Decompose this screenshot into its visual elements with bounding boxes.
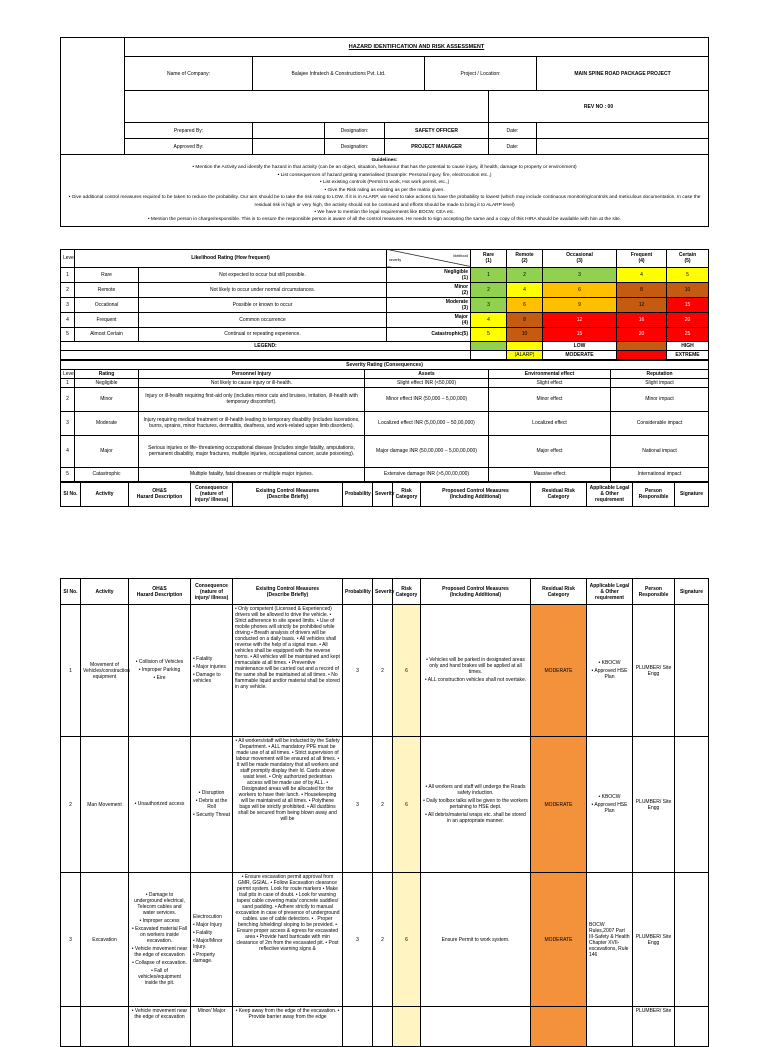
table-row: 2 Man Movement • Unauthorized access • Disruption • Debris at the Roll • Security Threat • All workers/staff will be inducted by the Safety Department. • ALL mandatory PPE must be made use of at all times. • Strict supervision of labour movement will be ensured at all times. • It will be made mandatory that all workers and staff promptly display their Id. Cards above waist level. • Only authorized pedestrian access will be made use of by ALL. • Designated areas will be allocated for the workers to have their lunch. • Housekeeping will be maintained at all times. • Polythene bags will be strictly prohibited. • All dustbins shall be secured from being blown away and will be 3 2 6 • All workers and staff will undergo the Roads safety induction. • Daily toolbox talks will be given to the workers pertaining to HSE dept. • All debris/material wraps etc. shall be stored in an appropriate manner. MODERATE • KBOCW • Approved HSE Plan PLUMBER/ Site Engg	[61, 737, 709, 873]
severity-row: 1 Negligible Not likely to cause injury or ill-health. Slight effect INR (<50,000) Slight effect Slight impact	[61, 378, 709, 387]
logo-area	[61, 38, 125, 155]
matrix-corner: likelihood severity	[387, 249, 471, 267]
table-row: 1 Movement of Vehicles/construction equipment • Collision of Vehicles • Improper Parking • Eire • Fatality • Major injuries • Damage to vehicles • Only competent (Licensed & Experienced) drivers will be allowed to drive the vehicle. • Strict adherence to site speed limits. • Use of mobile phones will strictly be prohibited while driving • Breath analysis of drivers will be conducted on a daily basis. • All vehicles shall reverse with the help of a signal man. • All vehicles shall be equipped with the reverse horns. • All vehicles will be maintained and kept immaculate at all times. • Preventive maintenance will be carried out and a record of the same shall be maintained at all times. • No flammable liquid and/or material shall be stored in any vehicle. 3 2 6 • Vehicles will be parked in designated areas only and hand brakes will be applied at all times. • ALL construction vehicles shall not overtake. MODERATE • KBOCW • Approved HSE Plan PLUMBER/ Site Engg	[61, 605, 709, 737]
guideline-line: • List existing controls (Permit to work, Hot work permit, etc.,)	[319, 180, 450, 186]
legend-alarp: (ALARP)	[507, 350, 543, 359]
legend-extreme: EXTREME	[667, 350, 709, 359]
guidelines-title: Guidelines:	[371, 158, 398, 163]
matrix-row: 5 Almost Certain Continual or repeating experience. Catastrophic(5) 5 10 15 20 25	[61, 327, 709, 341]
hira-page-1	[60, 37, 708, 507]
likelihood-column: Occasional (3)	[543, 249, 617, 267]
severity-row: 2 Minor Injury or ill-health requiring first-aid only (includes minor cuts and bruises, irritation, ill-health with temporary discomfort). Minor effect INR (50,000 – 5,00,000) Minor effect Minor impact	[61, 387, 709, 411]
severity-title: Severity Rating (Consequences)	[61, 360, 709, 369]
likelihood-column: Remote (2)	[507, 249, 543, 267]
legend-low: LOW	[543, 341, 617, 350]
likelihood-matrix	[60, 249, 709, 360]
residual-risk-badge: MODERATE	[531, 605, 587, 737]
level-header: Level	[61, 249, 75, 267]
project-label: Project / Location:	[425, 57, 537, 91]
register-header-page1: Sl No. Activity OH&S Hazard Description Consequence (nature of injury/ illness) Exisitng Control Measures (Describe Briefly) Probability Severity Risk Category Proposed Control Measures (Including Additional) Residual Risk Category Applicable Legal & Other requirement Person Responsible Signature	[60, 482, 709, 507]
likelihood-column: Certain (5)	[667, 249, 709, 267]
risk-register: Sl No. Activity OH&S Hazard Description Consequence (nature of injury/ illness) Exisitng Control Measures (Describe Briefly) Probability Severity Risk Category Proposed Control Measures (Including Additional) Residual Risk Category Applicable Legal & Other requirement Person Responsible Signature 1 Movement of Vehicles/construction equipment • Collision of Vehicles • Improper Parking • Eire • Fatality • Major injuries • Damage to vehicles • Only competent (Licensed & Experienced) drivers will be allowed to drive the vehicle. • Strict adherence to site speed limits. • Use of mobile phones will strictly be prohibited while driving • Breath analysis of drivers will be conducted on a daily basis. • All vehicles shall reverse with the help of a signal man. • All vehicles shall be equipped with the reverse horns. • All vehicles will be maintained and kept immaculate at all times. • Preventive maintenance will be carried out and a record of the same shall be maintained at all times. • No flammable liquid and/or material shall be stored in any vehicle. 3 2 6 • Vehicles will be parked in designated areas only and hand brakes will be applied at all times. • ALL construction vehicles shall not overtake. MODERATE • KBOCW • Approved HSE Plan PLUMBER/ Site Engg 2 Man Movement • Unauthorized access • Disruption • Debris at the Roll • Security Threat • All workers/staff will be inducted by the Safety Department. • ALL mandatory PPE must be made use of at all times. • Strict supervision of labour movement will be ensured at all times. • It will be made mandatory that all workers and staff promptly display their Id. Cards above waist level. • Only authorized pedestrian access will be made use of by ALL. • Designated areas will be allocated for the workers to have their lunch. • Housekeeping will be maintained at all times. • Polythene bags will be strictly prohibited. • All dustbins shall be secured from being blown away and will be 3 2 6 • All workers and staff will undergo the Roads safety induction. • Daily toolbox talks will be given to the workers pertaining to HSE dept. • All debris/material wraps etc. shall be stored in an appropriate manner. MODERATE • KBOCW • Approved HSE Plan PLUMBER/ Site Engg 3 Excavation • Damage to underground electrical, Telecom cables and water services. • Improper access • Excavated material Fall on workers inside excavation. • Vehicle movement near the edge of excavation • Collapse of excavation. • Fall of vehicles/equipment inside the pit. Electrocution • Major Injury • Fatality • Major/Minor Injury. • Property damage. • Ensure excavation permit approval from GMR, GGIAL. • Follow Excavation clearance permit system. Look for route markers • Make trail pits in case of doubt. • Look for warning tapes/ cable covering mats/ concrete saddles/ sand padding. • Adhere strictly to manual excavation in case of presence of underground cables. use of cable detectors. • . Proper benching /shielding/ sloping to be provided. • Ensure proper access & egress for excavated area • Provide hard barricade with min clearance of 2m from the excavated pit. • Post reflective warning signs & 3 2 6 Ensure Permit to work system. MODERATE BOCW Rules,2007 Part III-Safety & Health Chapter XVII- excavations, Rule 146 PLUMBER/ Site Engg • Vehicle movement near the edge of excavation Minor/ Major • Keep away from the edge of the excavation. • Provide barrier away from the edge PLUMBER/ Site	[60, 578, 709, 1047]
revision-number: REV NO : 00	[489, 91, 709, 123]
approved-by-label: Approved By:	[125, 139, 253, 155]
legend-row	[61, 341, 709, 350]
legend-moderate: MODERATE	[543, 350, 617, 359]
table-row: 3 Excavation • Damage to underground electrical, Telecom cables and water services. • Improper access • Excavated material Fall on workers inside excavation. • Vehicle movement near the edge of excavation • Collapse of excavation. • Fall of vehicles/equipment inside the pit. Electrocution • Major Injury • Fatality • Major/Minor Injury. • Property damage. • Ensure excavation permit approval from GMR, GGIAL. • Follow Excavation clearance permit system. Look for route markers • Make trail pits in case of doubt. • Look for warning tapes/ cable covering mats/ concrete saddles/ sand padding. • Adhere strictly to manual excavation in case of presence of underground cables. use of cable detectors. • . Proper benching /shielding/ sloping to be provided. • Ensure proper access & egress for excavated area • Provide hard barricade with min clearance of 2m from the excavated pit. • Post reflective warning signs & 3 2 6 Ensure Permit to work system. MODERATE BOCW Rules,2007 Part III-Safety & Health Chapter XVII- excavations, Rule 146 PLUMBER/ Site Engg	[61, 873, 709, 1007]
severity-row: 3 Moderate Injury requiring medical treatment or ill-health leading to temporary disability (includes lacerations, burns, sprains, minor fractures, dermatitis, deafness, and work-related upper limb disorders). Localized effect INR (5,00,000 – 50,00,000) Localized effect Considerable impact	[61, 411, 709, 435]
matrix-row: 1 Rare Not expected to occur but still possible. Negligible (1) 1 2 3 4 5	[61, 267, 709, 282]
guideline-line: • Mention the person in charge/responsible. This is to ensure the responsible person is aware of all the control measures. He needs to sign accepting the same and a copy of this HIRA should be available with him at the site.	[147, 217, 622, 223]
matrix-row: 2 Remote Not likely to occur under normal circumstances. Minor (2) 2 4 6 8 10	[61, 282, 709, 297]
matrix-row: 3 Occational Possible or known to occur Moderate (3) 3 6 9 12 15	[61, 297, 709, 312]
prepared-by-label: Prepared By:	[125, 123, 253, 139]
residual-risk-badge: MODERATE	[531, 873, 587, 1007]
table-row: • Vehicle movement near the edge of excavation Minor/ Major • Keep away from the edge of the excavation. • Provide barrier away from the edge PLUMBER/ Site	[61, 1007, 709, 1047]
prepared-designation: SAFETY OFFICER	[385, 123, 489, 139]
guideline-line: • Give the Risk rating as existing as per the matrix given.	[324, 187, 445, 193]
company-name: Balajee Infratech & Constructions Pvt. Ltd.	[253, 57, 425, 91]
legend-high: HIGH	[667, 341, 709, 350]
project-name: MAIN SPINE ROAD PACKAGE PROJECT	[537, 57, 709, 91]
likelihood-title: Likelihood Rating (How frequent)	[75, 249, 387, 267]
guidelines-box	[61, 155, 709, 227]
guideline-line: • Give additional control measures required to be taken to reduce the probability. Our aim should be to take the risk rating to LOW. If it is in ALARP, we need to take actions to have the probability to lowest (which may include continuous monitoring/controls and meticulous documentation. In case the residual risk is high or very high, the activity should not be continued and efforts should be made to bring it to ALARP level)	[68, 195, 701, 208]
approved-designation: PROJECT MANAGER	[385, 139, 489, 155]
guideline-line: • We have to mention the legal requirements like BOCW, CEA etc.	[314, 209, 455, 215]
guideline-line: • Mention the Activity and identify the hazard in that activity (can be an object, situation, behaviour that has the potential to cause injury, ill health, damage to property or environment)	[192, 165, 577, 171]
likelihood-column: Frequent (4)	[617, 249, 667, 267]
legend-label: LEGEND:	[61, 341, 471, 350]
date-label: Date:	[489, 139, 537, 155]
residual-risk-badge: MODERATE	[531, 737, 587, 873]
severity-row: 5 Catastrophic Multiple fatality, fatal diseases or multiple major injuries. Extensive damage INR (>5,00,00,000) Massive effect International impact	[61, 467, 709, 481]
hira-page-2	[60, 578, 708, 1047]
company-label: Name of Company:	[125, 57, 253, 91]
document-title: HAZARD IDENTIFICATION AND RISK ASSESSMENT	[125, 38, 709, 57]
severity-table: Severity Rating (Consequences) Level Rating Personnel Injury Assets Environmental effect Reputation 1 Negligible Not likely to cause injury or ill-health. Slight effect INR (<50,000) Slight effect Slight impact 2 Minor Injury or ill-health requiring first-aid only (includes minor cuts and bruises, irritation, ill-health with temporary discomfort). Minor effect INR (50,000 – 5,00,000) Minor effect Minor impact 3 Moderate Injury requiring medical treatment or ill-health leading to temporary disability (includes lacerations, burns, sprains, minor fractures, dermatitis, deafness, and work-related upper limb disorders). Localized effect INR (5,00,000 – 50,00,000) Localized effect Considerable impact 4 Major Serious injuries or life- threatening occupational disease (includes single fatality, amputations, permanent disability, major fractures, multiple injuries, occupational cancer, acute poisoning). Major damage INR (50,00,000 – 5,00,00,000) Major effect National impact 5 Catastrophic Multiple fatality, fatal diseases or multiple major injuries. Extensive damage INR (>5,00,00,000) Massive effect International impact	[60, 360, 709, 482]
designation-label: Designation:	[325, 139, 385, 155]
guideline-line: • List consequences of hazard getting materialised (Example: Personal injury, fire, electrocution etc.,)	[277, 172, 492, 178]
likelihood-column: Rare (1)	[471, 249, 507, 267]
matrix-row: 4 Frequent Common occurrence Major (4) 4 8 12 16 20	[61, 312, 709, 327]
legend-row	[61, 350, 709, 359]
designation-label: Designation:	[325, 123, 385, 139]
severity-row: 4 Major Serious injuries or life- threatening occupational disease (includes single fatality, amputations, permanent disability, major fractures, multiple injuries, occupational cancer, acute poisoning). Major damage INR (50,00,000 – 5,00,00,000) Major effect National impact	[61, 435, 709, 467]
header-table	[60, 37, 709, 227]
date-label: Date:	[489, 123, 537, 139]
